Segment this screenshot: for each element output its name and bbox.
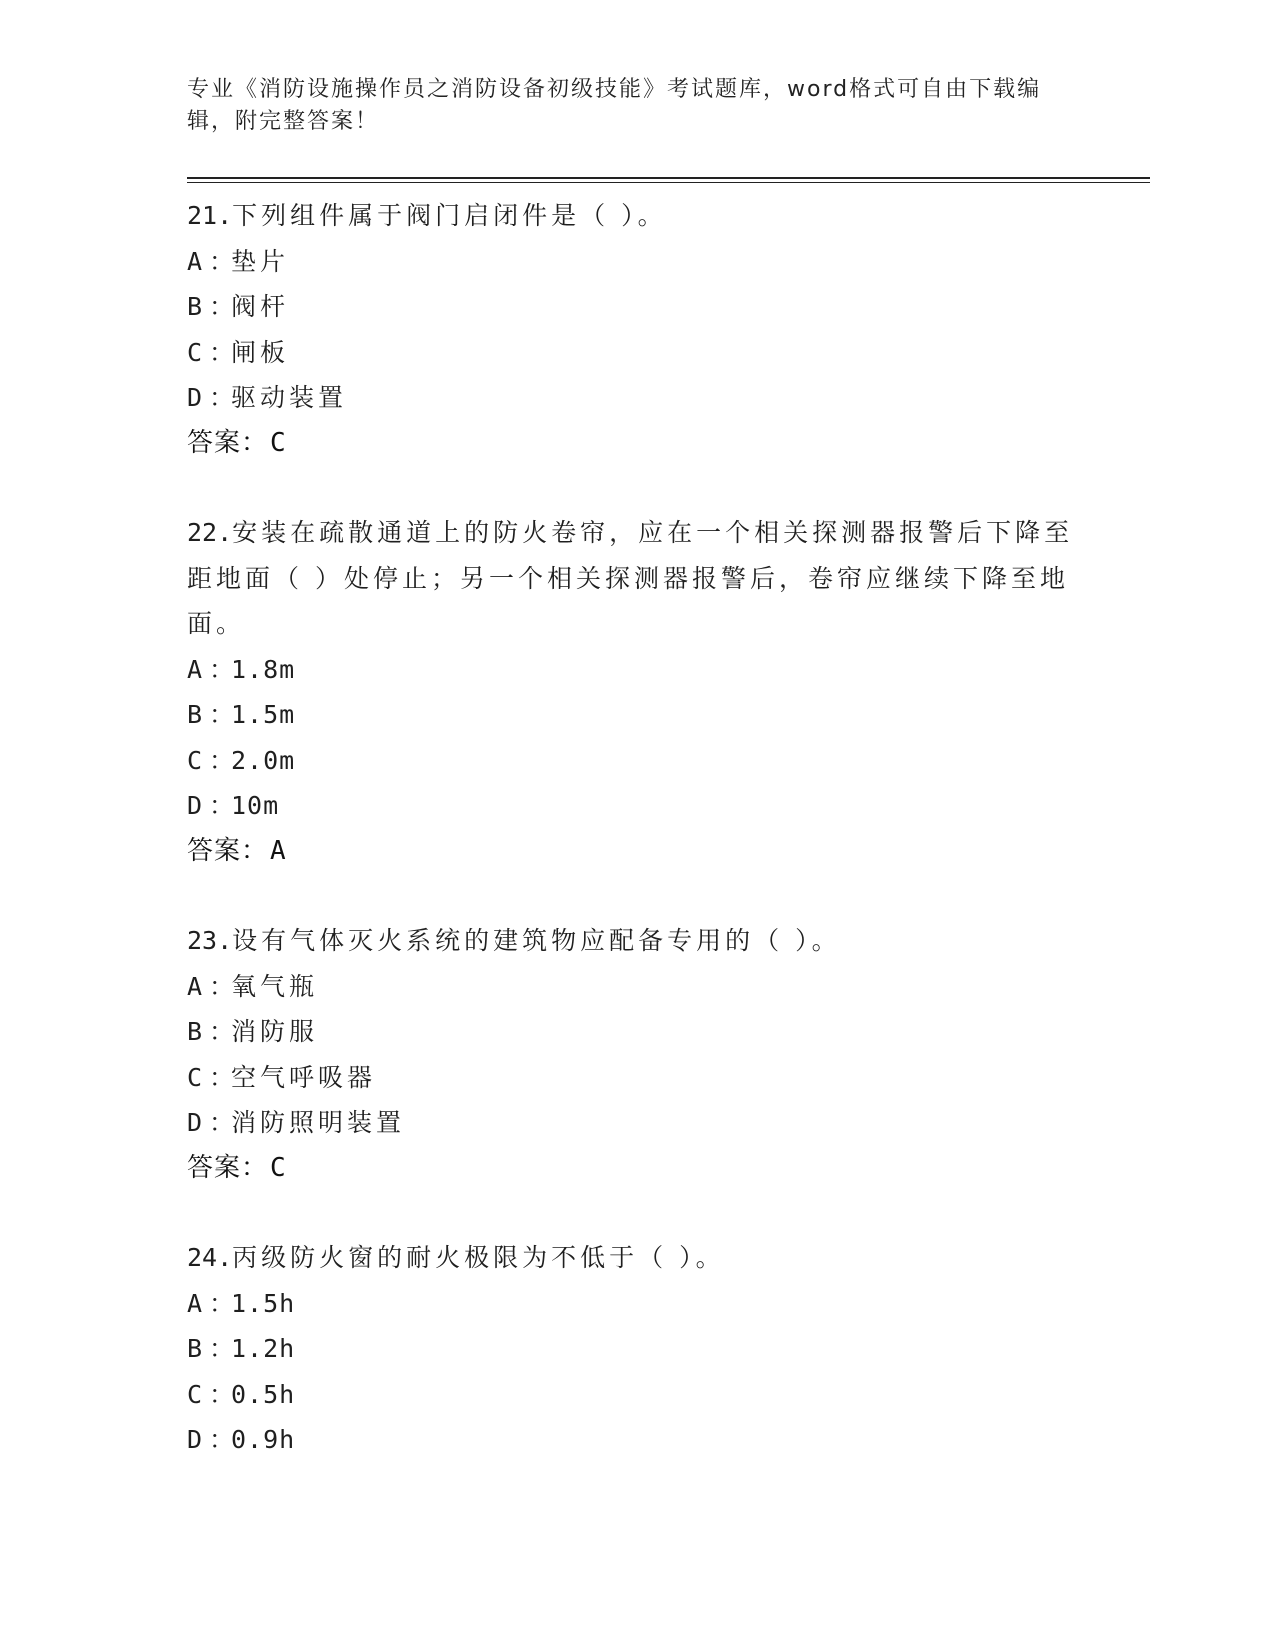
option-separator: ：: [209, 700, 235, 729]
question-22: [187, 510, 1087, 874]
option-text: 垫片: [231, 246, 290, 276]
option-key: A: [187, 1288, 203, 1318]
option-text: 10m: [231, 791, 280, 820]
question-stem: [187, 918, 1087, 964]
option-a: [187, 1281, 1087, 1327]
option-separator: ：: [209, 383, 235, 412]
option-key: B: [187, 292, 203, 321]
option-separator: ：: [209, 246, 235, 276]
document-intro: [187, 74, 1077, 138]
answer-line: [187, 421, 1087, 467]
question-number: 22.: [187, 518, 233, 547]
option-text: 0.9h: [231, 1425, 296, 1454]
option-key: C: [187, 337, 203, 367]
option-key: B: [187, 1017, 203, 1046]
header-divider-thin: [187, 182, 1150, 183]
option-separator: ：: [209, 1334, 235, 1363]
option-key: A: [187, 971, 203, 1001]
answer-value: A: [270, 835, 286, 866]
question-list: [187, 193, 1087, 1463]
option-key: D: [187, 383, 203, 412]
option-b: [187, 284, 1087, 330]
question-stem: [187, 510, 1087, 647]
intro-line-2: 辑，附完整答案！: [187, 109, 380, 134]
option-key: B: [187, 700, 203, 729]
option-a: [187, 964, 1087, 1010]
option-separator: ：: [209, 971, 235, 1001]
option-separator: ：: [209, 1062, 235, 1092]
option-text: 消防照明装置: [231, 1108, 406, 1137]
option-key: D: [187, 791, 203, 820]
option-text: 空气呼吸器: [231, 1062, 377, 1092]
option-key: D: [187, 1425, 203, 1454]
question-text: 丙级防火窗的耐火极限为不低于（ ）。: [232, 1243, 725, 1272]
question-23: [187, 918, 1087, 1191]
option-separator: ：: [209, 1017, 235, 1046]
option-a: [187, 239, 1087, 285]
question-24: [187, 1235, 1087, 1463]
option-separator: ：: [209, 654, 235, 684]
question-stem: [187, 1235, 1087, 1281]
answer-value: C: [270, 427, 286, 458]
question-number: 24.: [187, 1243, 233, 1272]
option-key: A: [187, 246, 203, 276]
question-text: 安装在疏散通道上的防火卷帘，应在一个相关探测器报警后下降至距地面（ ）处停止；另一个相关探测器报警后，卷帘应继续下降至地面。: [187, 518, 1074, 638]
answer-line: [187, 1146, 1087, 1192]
question-stem: [187, 193, 1087, 239]
option-separator: ：: [209, 1288, 235, 1318]
option-separator: ：: [209, 292, 235, 321]
option-text: 阀杆: [231, 292, 290, 321]
option-text: 1.8m: [231, 654, 296, 684]
option-separator: ：: [209, 791, 235, 820]
option-separator: ：: [209, 1108, 235, 1137]
header-divider-thick: [187, 177, 1150, 179]
option-separator: ：: [209, 1379, 235, 1409]
option-separator: ：: [209, 745, 235, 775]
question-number: 21.: [187, 201, 233, 230]
option-key: D: [187, 1108, 203, 1137]
option-text: 0.5h: [231, 1379, 296, 1409]
answer-label: 答案：: [187, 427, 269, 458]
answer-label: 答案：: [187, 835, 269, 866]
answer-line: [187, 829, 1087, 875]
option-b: [187, 1009, 1087, 1055]
option-a: [187, 647, 1087, 693]
option-d: [187, 1417, 1087, 1463]
option-separator: ：: [209, 337, 235, 367]
option-c: [187, 738, 1087, 784]
question-number: 23.: [187, 926, 233, 955]
option-key: A: [187, 654, 203, 684]
option-key: B: [187, 1334, 203, 1363]
option-text: 氧气瓶: [231, 971, 319, 1001]
intro-line-1: 专业《消防设施操作员之消防设备初级技能》考试题库，word格式可自由下载编: [187, 77, 1042, 102]
option-d: [187, 1100, 1087, 1146]
option-c: [187, 1055, 1087, 1101]
option-b: [187, 1326, 1087, 1372]
option-text: 消防服: [231, 1017, 319, 1046]
option-c: [187, 1372, 1087, 1418]
answer-label: 答案：: [187, 1152, 269, 1183]
option-c: [187, 330, 1087, 376]
option-text: 驱动装置: [231, 383, 348, 412]
option-text: 1.5m: [231, 700, 296, 729]
question-text: 设有气体灭火系统的建筑物应配备专用的（ ）。: [232, 926, 841, 955]
option-separator: ：: [209, 1425, 235, 1454]
question-21: [187, 193, 1087, 466]
option-d: [187, 783, 1087, 829]
option-key: C: [187, 1062, 203, 1092]
option-d: [187, 375, 1087, 421]
answer-value: C: [270, 1152, 286, 1183]
option-key: C: [187, 745, 203, 775]
option-key: C: [187, 1379, 203, 1409]
option-text: 1.2h: [231, 1334, 296, 1363]
question-text: 下列组件属于阀门启闭件是（ ）。: [232, 201, 667, 230]
option-text: 2.0m: [231, 745, 296, 775]
option-text: 闸板: [231, 337, 290, 367]
option-text: 1.5h: [231, 1288, 296, 1318]
option-b: [187, 692, 1087, 738]
